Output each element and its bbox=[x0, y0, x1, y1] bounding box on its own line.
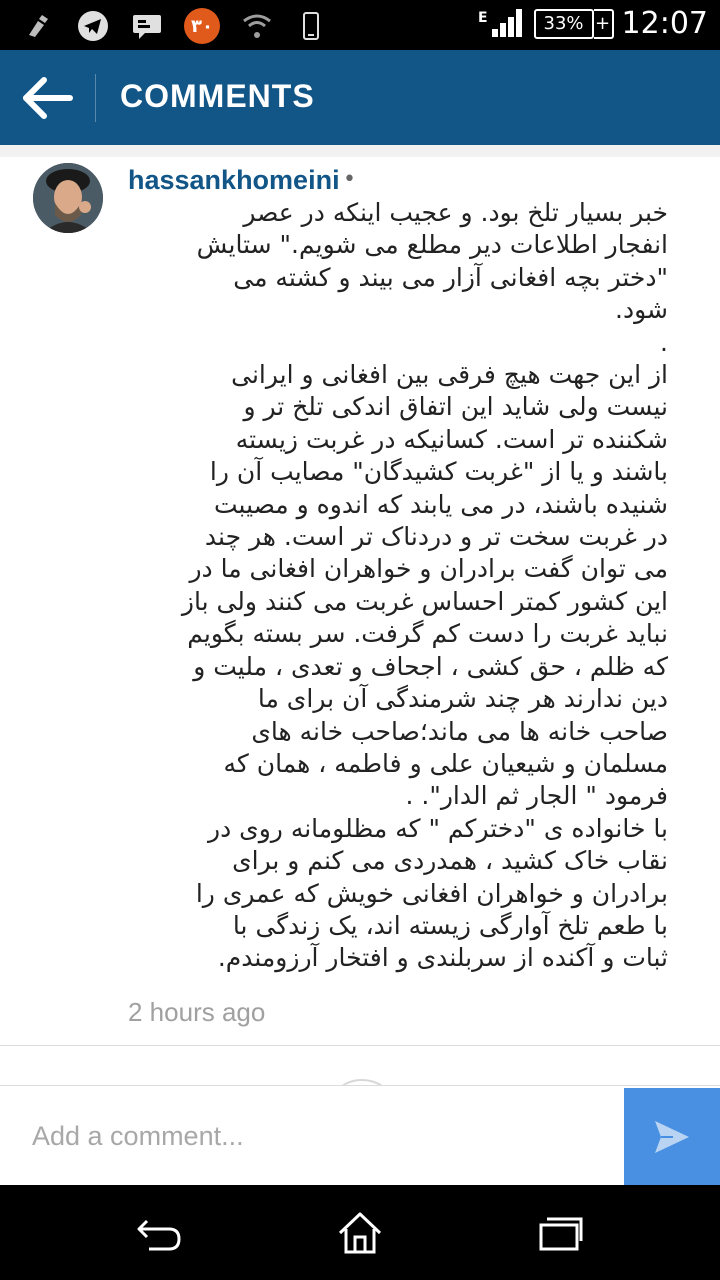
avatar[interactable] bbox=[33, 163, 103, 233]
back-icon bbox=[135, 1213, 185, 1253]
nav-home-button[interactable] bbox=[330, 1207, 390, 1259]
status-bar bbox=[0, 0, 720, 50]
comment-input-bar bbox=[0, 1085, 720, 1186]
username-separator: • bbox=[343, 167, 356, 192]
comment-input[interactable] bbox=[0, 1086, 622, 1186]
charging-icon bbox=[594, 9, 614, 39]
comment-timestamp: 2 hours ago bbox=[128, 997, 266, 1027]
comment-divider bbox=[0, 1045, 720, 1046]
top-divider bbox=[0, 145, 720, 157]
notification-badge bbox=[184, 8, 220, 44]
signal-icon bbox=[490, 7, 526, 41]
message-icon bbox=[130, 9, 164, 43]
telegram-icon bbox=[76, 9, 110, 43]
charging-plus: + bbox=[594, 13, 611, 34]
send-button[interactable] bbox=[624, 1088, 720, 1186]
badge-count: ۳۰ bbox=[191, 15, 213, 37]
nav-back-button[interactable] bbox=[130, 1207, 190, 1259]
arrow-left-icon bbox=[22, 76, 74, 120]
home-icon bbox=[337, 1211, 383, 1255]
cleaner-icon bbox=[22, 9, 56, 43]
back-button[interactable] bbox=[22, 76, 74, 120]
recents-icon bbox=[537, 1213, 583, 1253]
comments-list[interactable] bbox=[0, 145, 720, 1085]
wifi-question-icon bbox=[240, 9, 274, 43]
battery-percent: 33% bbox=[543, 13, 584, 34]
clock: 12:07 bbox=[621, 6, 708, 41]
app-bar bbox=[0, 50, 720, 145]
battery-indicator bbox=[534, 9, 594, 39]
page-title: COMMENTS bbox=[120, 78, 315, 114]
network-type: E bbox=[477, 9, 488, 26]
send-icon bbox=[653, 1119, 691, 1155]
nav-recents-button[interactable] bbox=[530, 1207, 590, 1259]
comment-username[interactable]: hassankhomeini bbox=[128, 165, 340, 195]
appbar-divider bbox=[95, 74, 96, 122]
system-nav-bar bbox=[0, 1185, 720, 1280]
comment-text: خبر بسیار تلخ بود. و عجیب اینکه در عصر انفجار اطلاعات دیر مطلع می شویم." ستایش "دختر بچه افغانی آزار می بیند و کشته می شود. . از این جهت هیچ فرقی بین افغانی و ایرانی نیست ولی شاید این اتفاق اندکی تلخ تر و شکننده تر است. کسانیکه در غربت زیسته باشند و یا از "غربت کشیدگان" مصایب آن را شنیده باشند، در می یابند که اندوه و مصیبت در غربت سخت تر و دردناک تر است. هر چند می توان گفت برادران و خواهران افغانی ما در این کشور کمتر احساس غربت می کنند ولی باز نباید غربت را دست کم گرفت. سر بسته بگویم که ظلم ، حق کشی ، اجحاف و تعدی ، ملیت و دین ندارند هر چند شرمندگی آن برای ما صاحب خانه ها می ماند؛صاحب خانه های مسلمان و شیعیان علی و فاطمه ، همان که فرمود " الجار ثم الدار". . با خانواده ی "دخترکم " که مظلومانه روی در نقاب خاک کشید ، همدردی می کنم و برای برادران و خواهران افغانی خویش که عمری را با طعم تلخ آوارگی زیسته اند، یک زندگی با ثبات و آکنده از سربلندی و افتخار آرزومندم. bbox=[181, 198, 668, 973]
phone-icon bbox=[294, 9, 328, 43]
